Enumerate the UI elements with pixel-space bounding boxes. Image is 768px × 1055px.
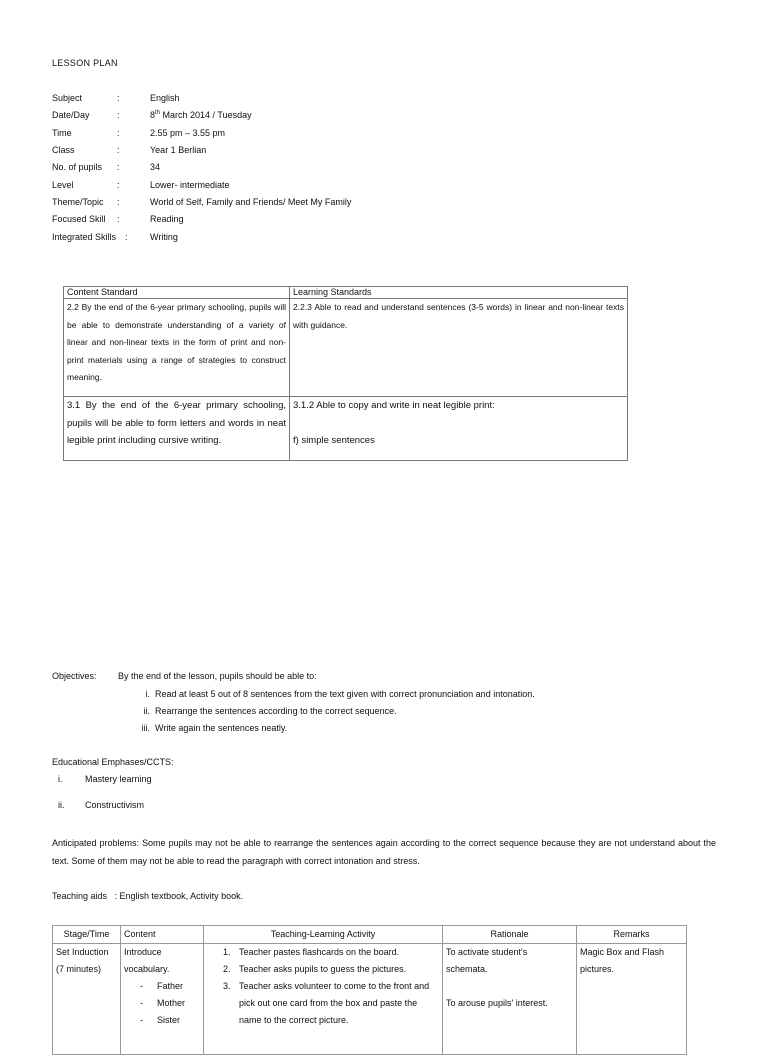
learning-standard-text: 3.1.2 Able to copy and write in neat legible print: bbox=[293, 400, 495, 411]
content-line: vocabulary. bbox=[124, 964, 170, 974]
stage-name: Set Induction bbox=[56, 947, 109, 957]
content-standard-cell: 3.1 By the end of the 6-year primary schooling, pupils will be able to form letters and words in neat legible print including cursive writing. bbox=[64, 397, 290, 461]
info-value: Year 1 Berlian bbox=[150, 145, 207, 155]
page-title: LESSON PLAN bbox=[52, 58, 118, 68]
remarks-header: Remarks bbox=[577, 926, 687, 944]
info-value: World of Self, Family and Friends/ Meet My Family bbox=[150, 197, 352, 207]
learning-standard-text: 2.2.3 Able to read and understand sentences (3-5 words) in linear and non-linear texts with guidance. bbox=[293, 302, 624, 330]
info-colon: : bbox=[117, 197, 120, 207]
emphasis-number: ii. bbox=[58, 800, 65, 810]
info-value: Writing bbox=[150, 232, 178, 242]
date-rest: March 2014 / Tuesday bbox=[160, 110, 252, 120]
standards-row bbox=[64, 299, 628, 397]
rationale-text: To activate student's schemata. bbox=[446, 947, 528, 974]
info-key: Time bbox=[52, 128, 72, 138]
learning-standard-subitem: f) simple sentences bbox=[293, 434, 375, 446]
activity-step bbox=[207, 944, 439, 961]
info-key: Focused Skill bbox=[52, 214, 106, 224]
teaching-aids: Teaching aids : English textbook, Activity book. bbox=[52, 891, 244, 901]
content-header: Content bbox=[121, 926, 204, 944]
info-value bbox=[150, 108, 252, 122]
objective-number: ii. bbox=[143, 706, 150, 716]
info-colon: : bbox=[117, 162, 120, 172]
step-text: Teacher asks pupils to guess the pictures. bbox=[239, 964, 407, 974]
info-colon: : bbox=[117, 93, 120, 103]
standards-header-row bbox=[64, 287, 628, 299]
activity-step bbox=[207, 978, 439, 1029]
step-text: Teacher asks volunteer to come to the front and pick out one card from the box and paste the name to the correct picture. bbox=[239, 981, 430, 1025]
emphasis-number: i. bbox=[58, 774, 63, 784]
content-standard-header: Content Standard bbox=[64, 287, 290, 299]
info-value: English bbox=[150, 93, 180, 103]
info-key: Level bbox=[52, 180, 74, 190]
info-key: No. of pupils bbox=[52, 162, 103, 172]
learning-standard-cell bbox=[290, 299, 628, 397]
stage-time: (7 minutes) bbox=[56, 964, 102, 974]
learning-standard-cell bbox=[290, 397, 628, 461]
objective-number: iii. bbox=[141, 723, 150, 733]
info-key: Subject bbox=[52, 93, 83, 103]
info-value: Lower- intermediate bbox=[150, 180, 230, 190]
rationale-text: To arouse pupils' interest. bbox=[446, 998, 548, 1008]
info-colon: : bbox=[117, 145, 120, 155]
content-standard-cell: 2.2 By the end of the 6-year primary schooling, pupils will be able to demonstrate understanding of a variety of linear and non-linear texts in the form of print and non-print materials using a range of strategies to construct meaning. bbox=[64, 299, 290, 397]
info-colon: : bbox=[117, 128, 120, 138]
emphases-title: Educational Emphases/CCTS: bbox=[52, 757, 174, 767]
info-colon: : bbox=[117, 214, 120, 224]
info-key: Class bbox=[52, 145, 75, 155]
emphasis-text: Mastery learning bbox=[85, 774, 152, 784]
emphasis-text: Constructivism bbox=[85, 800, 145, 810]
stage-header: Stage/Time bbox=[53, 926, 121, 944]
vocabulary-word: Sister bbox=[157, 1015, 181, 1025]
activity-step bbox=[207, 961, 439, 978]
objective-text: Write again the sentences neatly. bbox=[155, 723, 288, 733]
info-key: Date/Day bbox=[52, 110, 90, 120]
content-cell bbox=[121, 944, 204, 1055]
activity-header: Teaching-Learning Activity bbox=[204, 926, 443, 944]
learning-standards-header: Learning Standards bbox=[290, 287, 628, 299]
info-colon: : bbox=[117, 180, 120, 190]
date-ordinal: th bbox=[155, 110, 161, 116]
step-number: 1. bbox=[223, 947, 231, 957]
info-key: Integrated Skills bbox=[52, 232, 117, 242]
anticipated-problems: Anticipated problems: Some pupils may not be able to rearrange the sentences again according to the correct sequence because they are not understand about the text. Some of them may not be able to read the paragraph with correct intonation and stress. bbox=[52, 838, 716, 866]
step-text: Teacher pastes flashcards on the board. bbox=[239, 947, 400, 957]
vocabulary-word: Father bbox=[157, 981, 184, 991]
activity-cell bbox=[204, 944, 443, 1055]
activity-row bbox=[53, 944, 687, 1055]
activity-table bbox=[52, 925, 687, 1055]
objective-text: Rearrange the sentences according to the correct sequence. bbox=[155, 706, 397, 716]
info-value: Reading bbox=[150, 214, 184, 224]
vocabulary-item: - Mother bbox=[140, 998, 186, 1008]
rationale-header: Rationale bbox=[443, 926, 577, 944]
objectives-label: Objectives: bbox=[52, 671, 97, 681]
stage-cell bbox=[53, 944, 121, 1055]
info-colon: : bbox=[117, 110, 120, 120]
objectives-intro: By the end of the lesson, pupils should be able to: bbox=[118, 671, 317, 681]
info-value: 34 bbox=[150, 162, 161, 172]
content-line: Introduce bbox=[124, 947, 162, 957]
rationale-cell bbox=[443, 944, 577, 1055]
activity-header-row bbox=[53, 926, 687, 944]
date-day: 8 bbox=[150, 110, 156, 120]
standards-table bbox=[63, 286, 628, 461]
vocabulary-word: Mother bbox=[157, 998, 186, 1008]
remarks-cell: Magic Box and Flash pictures. bbox=[577, 944, 687, 1055]
info-value: 2.55 pm – 3.55 pm bbox=[150, 128, 226, 138]
info-colon: : bbox=[125, 232, 128, 242]
step-number: 3. bbox=[223, 981, 231, 991]
objective-number: i. bbox=[145, 689, 150, 699]
standards-row bbox=[64, 397, 628, 461]
vocabulary-item: - Sister bbox=[140, 1015, 181, 1025]
step-number: 2. bbox=[223, 964, 231, 974]
info-key: Theme/Topic bbox=[52, 197, 104, 207]
objective-text: Read at least 5 out of 8 sentences from the text given with correct pronunciation and intonation. bbox=[155, 689, 535, 699]
vocabulary-item: - Father bbox=[140, 981, 184, 991]
